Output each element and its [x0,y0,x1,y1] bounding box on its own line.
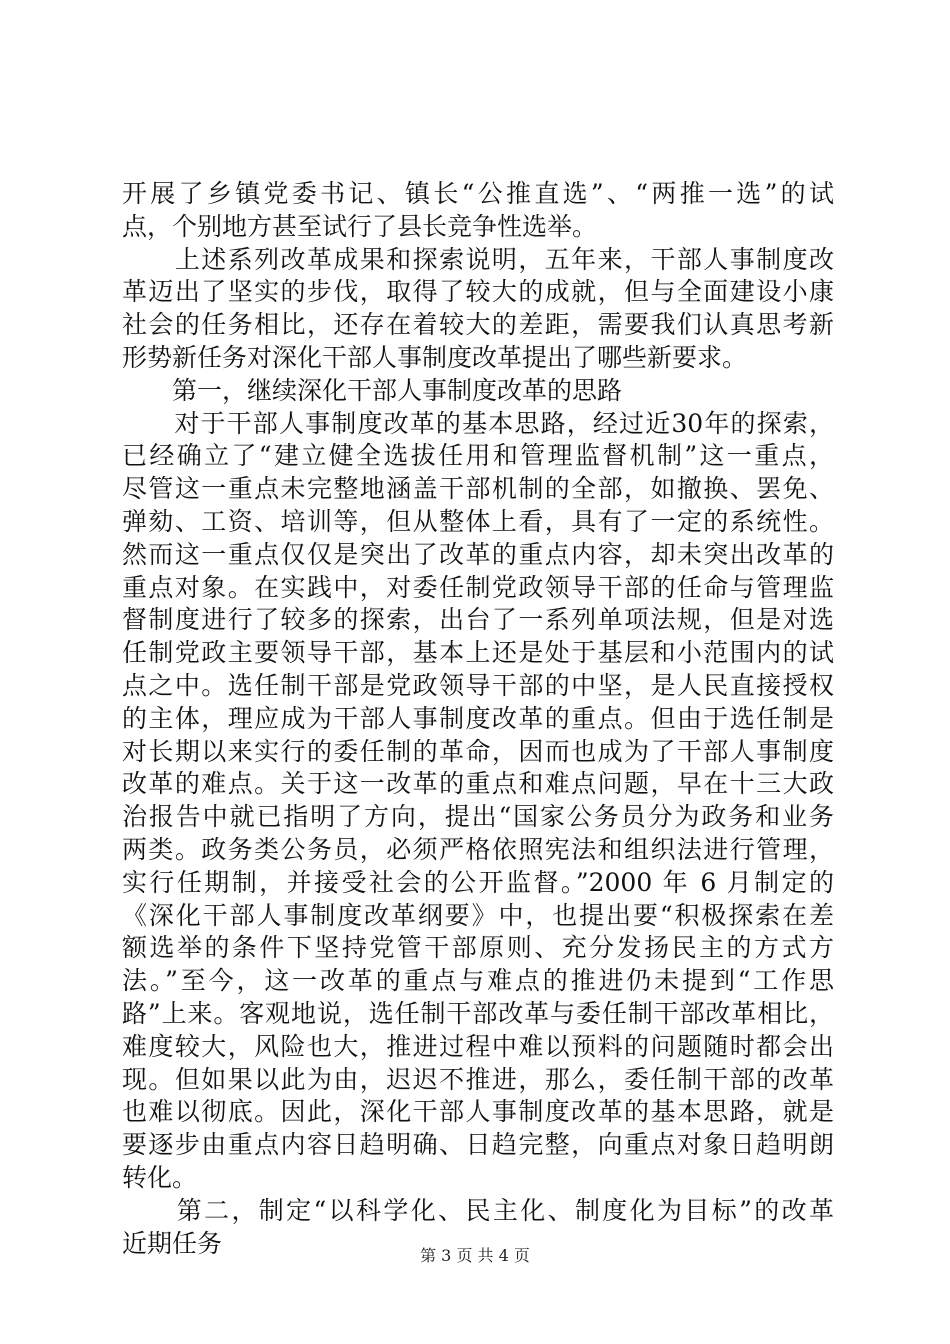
section-heading: 第二，制定“以科学化、民主化、制度化为目标”的改革 [122,1195,834,1225]
text-line: 形势新任务对深化干部人事制度改革提出了哪些新要求。 [122,342,748,372]
text-line: 督制度进行了较多的探索，出台了一系列单项法规，但是对选 [122,605,834,635]
section-heading: 近期任务 [122,1228,223,1258]
text-line: 弹劾、工资、培训等，但从整体上看，具有了一定的系统性。 [122,506,834,536]
text-line: 改革的难点。关于这一改革的重点和难点问题，早在十三大政 [122,769,834,799]
section-heading: 第一，继续深化干部人事制度改革的思路 [122,375,623,405]
page-footer [0,1246,950,1266]
text-line: 转化。 [122,1162,198,1192]
text-line: 对长期以来实行的委任制的革命，因而也成为了干部人事制度 [122,736,834,766]
text-line: 路”上来。客观地说，选任制干部改革与委任制干部改革相比， [122,998,834,1028]
text-line: 治报告中就已指明了方向，提出“国家公务员分为政务和业务 [122,802,834,832]
text-line: 已经确立了“建立健全选拔任用和管理监督机制”这一重点， [122,441,834,471]
text-line: 《深化干部人事制度改革纲要》中，也提出要“积极探索在差 [122,900,834,930]
text-line: 两类。政务类公务员，必须严格依照宪法和组织法进行管理， [122,834,834,864]
text-line: 点，个别地方甚至试行了县长竞争性选举。 [122,211,598,241]
text-line: 社会的任务相比，还存在着较大的差距，需要我们认真思考新 [122,310,834,340]
text-line: 也难以彻底。因此，深化干部人事制度改革的基本思路，就是 [122,1097,834,1127]
text-line: 重点对象。在实践中，对委任制党政领导干部的任命与管理监 [122,572,834,602]
body-text [122,178,834,1260]
text-line: 额选举的条件下坚持党管干部原则、充分发扬民主的方式方 [122,933,834,963]
text-line: 实行任期制，并接受社会的公开监督。”2000 年 6 月制定的 [122,867,834,897]
text-line: 难度较大，风险也大，推进过程中难以预料的问题随时都会出 [122,1031,834,1061]
text-line: 的主体，理应成为干部人事制度改革的重点。但由于选任制是 [122,703,834,733]
text-line: 开展了乡镇党委书记、镇长“公推直选”、“两推一选”的试 [122,179,834,208]
text-line: 法。”至今，这一改革的重点与难点的推进仍未提到“工作思 [122,966,834,996]
page-number-label: 第 3 页 共 4 页 [420,1246,530,1265]
text-line: 对于干部人事制度改革的基本思路，经过近30年的探索， [122,408,834,438]
text-line: 现。但如果以此为由，迟迟不推进，那么，委任制干部的改革 [122,1064,834,1094]
text-line: 革迈出了坚实的步伐，取得了较大的成就，但与全面建设小康 [122,277,834,307]
text-line: 然而这一重点仅仅是突出了改革的重点内容，却未突出改革的 [122,539,834,569]
text-line: 尽管这一重点未完整地涵盖干部机制的全部，如撤换、罢免、 [122,474,834,504]
text-line: 上述系列改革成果和探索说明，五年来，干部人事制度改 [122,244,834,274]
text-line: 任制党政主要领导干部，基本上还是处于基层和小范围内的试 [122,638,834,668]
text-line: 要逐步由重点内容日趋明确、日趋完整，向重点对象日趋明朗 [122,1130,834,1160]
text-line: 点之中。选任制干部是党政领导干部的中坚，是人民直接授权 [122,670,834,700]
